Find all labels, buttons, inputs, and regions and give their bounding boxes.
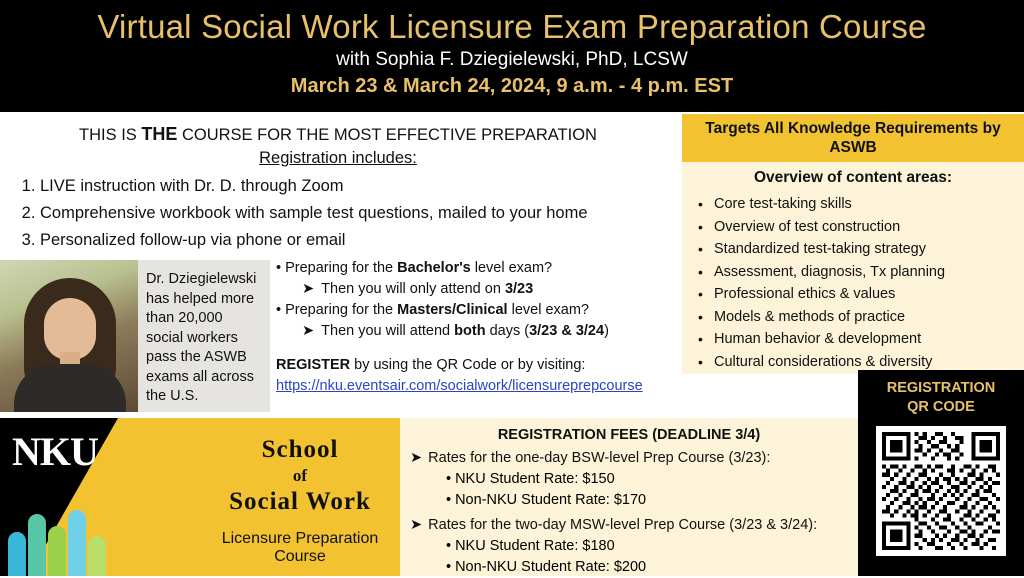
hand-shape [48,526,66,576]
list-item: • Overview of test construction [696,216,1024,239]
exam-path-section [276,258,676,418]
masters-question-post: level exam? [507,302,589,318]
list-item: • Core test-taking skills [696,193,1024,216]
masters-question: • Preparing for the Masters/Clinical level exam? [276,302,589,318]
content-areas-list [682,191,1024,373]
bachelor-answer-date: 3/23 [504,281,534,297]
content-areas-subheading: Overview of content areas: [753,169,953,186]
register-instruction [276,355,676,396]
list-item: 2. Comprehensive workbook with sample test questions, mailed to your home [40,201,676,226]
presenter-line: with Sophia F. Dziegielewski, PhD, LCSW [336,49,688,70]
hands-graphic [6,504,124,576]
list-item: • Cultural considerations & diversity [696,351,1024,374]
masters-answer [276,321,676,342]
arrow-bullet-icon: ➤ [410,450,423,466]
school-line-1: School [261,436,339,463]
nku-logo [12,428,98,475]
nku-logo-text: NKU [12,429,98,474]
arrow-bullet-icon: ➤ [410,517,423,533]
fee-group-label: Rates for the two-day MSW-level Prep Course (3/23 & 3/24): [428,517,818,533]
bachelor-question-bold: Bachelor's [397,260,471,276]
qr-code-image[interactable] [876,426,1006,556]
instructor-photo [0,260,138,412]
fee-group-bsw [410,448,848,469]
nku-branding-banner [0,418,400,576]
masters-answer-pre: Then you will attend [321,323,455,339]
hand-shape [68,510,86,576]
instructor-caption: Dr. Dziegielewski has helped more than 20,000 social workers pass the ASWB exams all across the U.S. [146,271,257,404]
masters-answer-mid: days ( [485,323,530,339]
content-areas-panel [682,162,1024,374]
arrow-bullet-icon: ➤ [302,323,315,339]
header-banner [0,0,1024,112]
photo-body-shape [14,364,126,412]
fee-rate: • Non-NKU Student Rate: $200 [410,557,848,578]
tagline-emphasis: THE [141,124,178,144]
school-line-3: Social Work [229,488,371,515]
fee-rate: • Non-NKU Student Rate: $170 [410,490,848,511]
fee-rate: • NKU Student Rate: $180 [410,536,848,557]
list-item: • Human behavior & development [696,328,1024,351]
bachelor-answer-pre: Then you will only attend on [321,281,505,297]
bachelor-answer [276,279,676,300]
masters-answer-post: ) [604,323,609,339]
list-item: • Standardized test-taking strategy [696,238,1024,261]
list-item: 3. Personalized follow-up via phone or email [40,228,676,253]
event-dates: March 23 & March 24, 2024, 9 a.m. - 4 p.m. EST [290,75,734,97]
tagline-pre: THIS IS [79,126,142,144]
qr-panel [858,370,1024,576]
tagline-post: COURSE FOR THE MOST EFFECTIVE PREPARATION [177,126,597,144]
registration-includes-label [0,149,676,168]
masters-answer-dates: 3/23 & 3/24 [529,323,605,339]
list-item: • Assessment, diagnosis, Tx planning [696,261,1024,284]
list-item: • Professional ethics & values [696,283,1024,306]
hand-shape [8,532,26,576]
qr-code-icon [882,432,1000,550]
school-line-2: of [292,466,308,485]
fees-heading: REGISTRATION FEES (DEADLINE 3/4) [497,427,761,443]
masters-answer-bold: both [454,323,486,339]
fee-group-msw [410,515,848,536]
registration-fees-panel [400,418,858,576]
register-text: by using the QR Code or by visiting: [350,357,586,373]
bachelor-question: • Preparing for the Bachelor's level exam? [276,260,553,276]
masters-question-bold: Masters/Clinical [397,302,508,318]
tagline [0,124,676,145]
qr-title-line1: REGISTRATION [886,380,996,396]
fee-group-label: Rates for the one-day BSW-level Prep Course (3/23): [428,450,771,466]
list-item: • Models & methods of practice [696,306,1024,329]
registration-items-list [0,174,676,253]
masters-question-pre: Preparing for the [285,302,398,318]
register-label: REGISTER [276,357,351,373]
qr-title [858,370,1024,417]
registration-includes-text: Registration includes: [259,149,417,167]
school-of-social-work-lockup [200,436,400,566]
hand-shape [28,514,46,576]
bachelor-question-post: level exam? [470,260,553,276]
bachelor-question-pre: Preparing for the [285,260,398,276]
photo-face-shape [44,298,96,360]
school-line-4: Licensure Preparation Course [221,530,379,565]
registration-link[interactable]: https://nku.eventsair.com/socialwork/licensureprepcourse [276,378,643,394]
page-title: Virtual Social Work Licensure Exam Preparation Course [97,8,927,45]
qr-title-line2: QR CODE [907,399,975,415]
hand-shape [88,536,106,576]
arrow-bullet-icon: ➤ [302,281,315,297]
list-item: 1. LIVE instruction with Dr. D. through Zoom [40,174,676,199]
targets-heading: Targets All Knowledge Requirements by ASWB [682,114,1024,162]
fee-rate: • NKU Student Rate: $150 [410,469,848,490]
instructor-block [0,260,270,412]
